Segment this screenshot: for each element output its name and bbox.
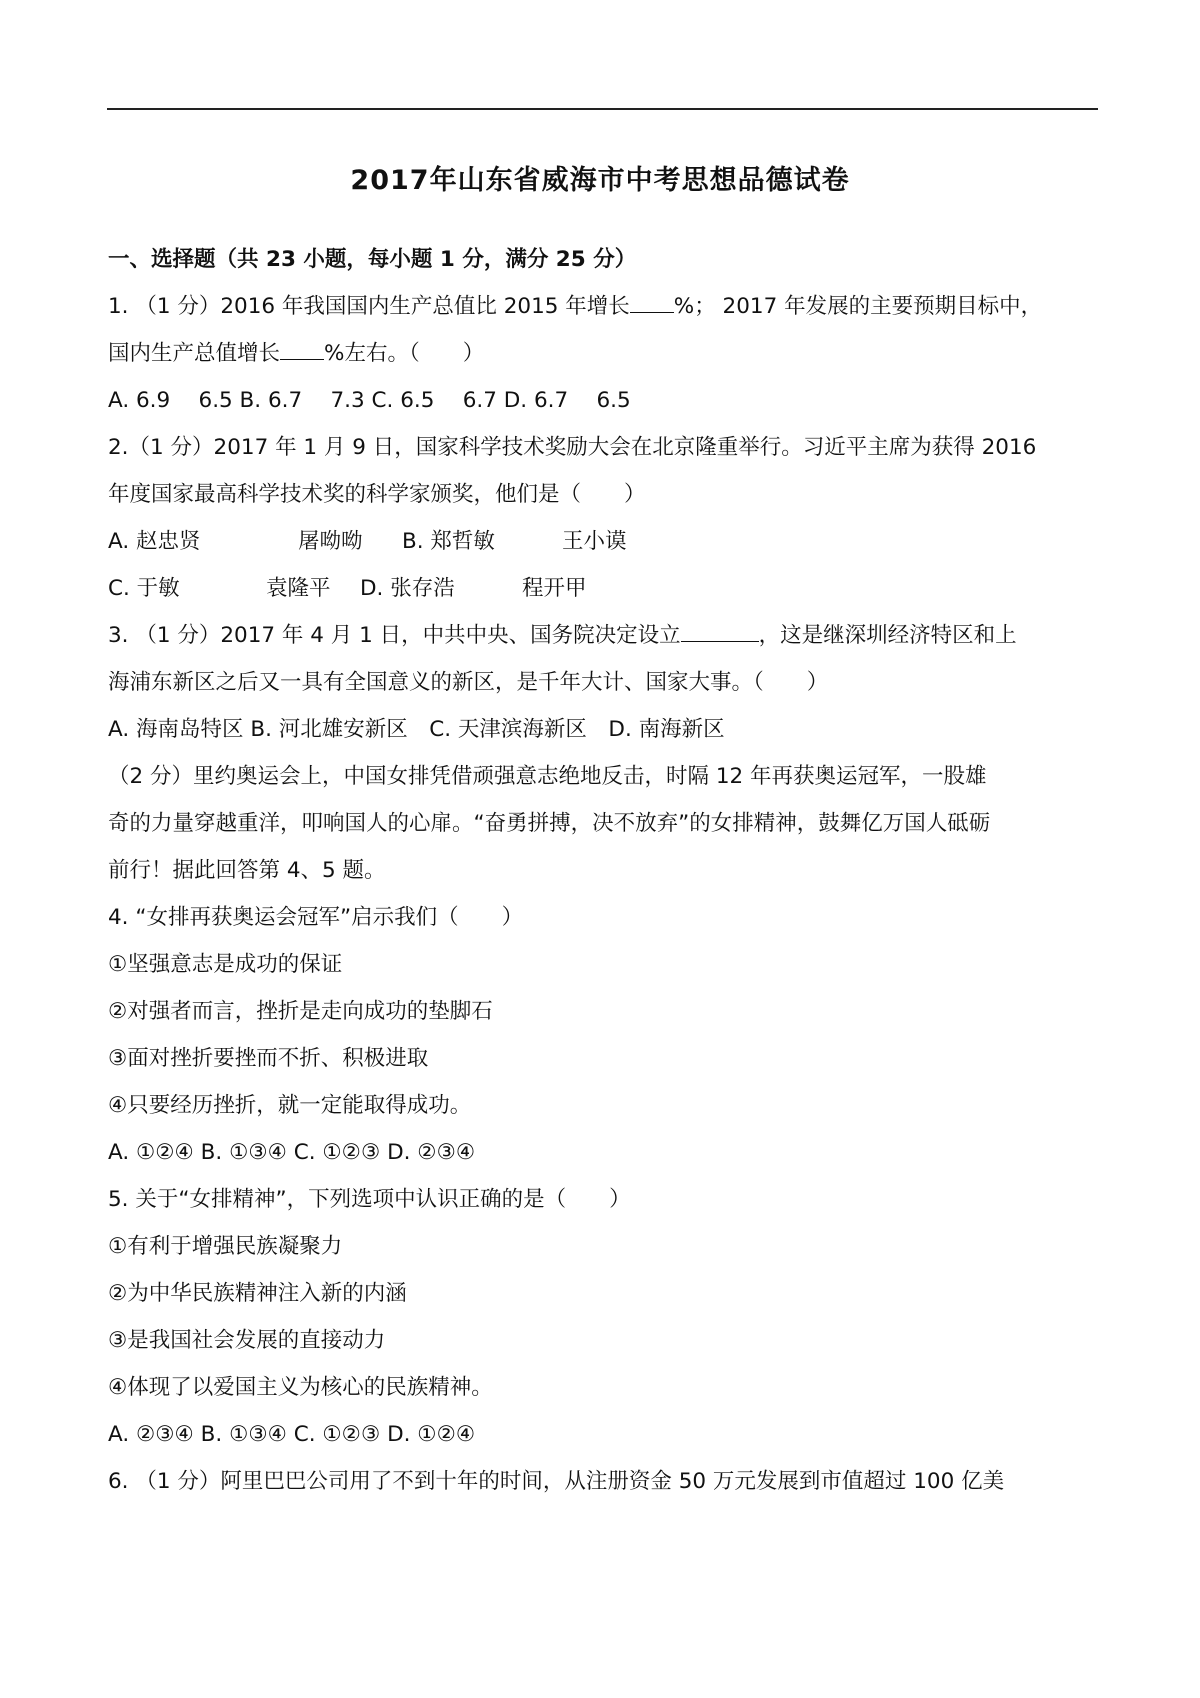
q4-options: A. ①②④ B. ①③④ C. ①②③ D. ②③④ [108,1140,476,1165]
section-heading: 一、选择题（共 23 小题，每小题 1 分，满分 25 分） [108,247,637,272]
answer-blank [280,337,324,360]
q4-item-2: ②对强者而言，挫折是走向成功的垫脚石 [108,999,493,1024]
answer-blank [681,619,759,642]
q4-item-4: ④只要经历挫折，就一定能取得成功。 [108,1093,472,1118]
q3-line-2: 海浦东新区之后又一具有全国意义的新区，是千年大计、国家大事。（ ） [108,670,829,695]
q5-options: A. ②③④ B. ①③④ C. ①②③ D. ①②④ [108,1422,476,1447]
exam-content [108,236,1098,1505]
q5-item-3: ③是我国社会发展的直接动力 [108,1328,386,1353]
q3-line-1: 3. （1 分）2017 年 4 月 1 日，中共中央、国务院决定设立 ，这是继深圳经济特区和上 [108,612,1098,659]
q1-options: A. 6.9 6.5 B. 6.7 7.3 C. 6.5 6.7 D. 6.7 6.5 [108,388,631,413]
passage-line-3: 前行！据此回答第 4、5 题。 [108,858,386,883]
passage-line-1: （2 分）里约奥运会上，中国女排凭借顽强意志绝地反击，时隔 12 年再获奥运冠军，一股雄 [108,764,987,789]
q2-options-ab: A. 赵忠贤 屠呦呦 B. 郑哲敏 王小谟 [108,529,627,554]
q5-item-2: ②为中华民族精神注入新的内涵 [108,1281,407,1306]
q2-line-1: 2.（1 分）2017 年 1 月 9 日，国家科学技术奖励大会在北京隆重举行。习近平主席为获得 2016 [108,435,1037,460]
q4-item-3: ③面对挫折要挫而不折、积极进取 [108,1046,429,1071]
q1-line-2: 国内生产总值增长 %左右。（ ） [108,330,1098,377]
header-rule [107,108,1098,110]
q2-options-cd: C. 于敏 袁隆平 D. 张存浩 程开甲 [108,576,587,601]
q5-item-1: ①有利于增强民族凝聚力 [108,1234,343,1259]
q5-stem: 5. 关于“女排精神”，下列选项中认识正确的是（ ） [108,1187,631,1212]
q1-line-1: 1. （1 分）2016 年我国国内生产总值比 2015 年增长 %； 2017 年发展的主要预期目标中， [108,283,1098,330]
q3-options: A. 海南岛特区 B. 河北雄安新区 C. 天津滨海新区 D. 南海新区 [108,717,725,742]
q4-item-1: ①坚强意志是成功的保证 [108,952,343,977]
q5-item-4: ④体现了以爱国主义为核心的民族精神。 [108,1375,493,1400]
passage-line-2: 奇的力量穿越重洋，叩响国人的心扉。“奋勇拼搏，决不放弃”的女排精神，鼓舞亿万国人砥砺 [108,811,991,836]
answer-blank [630,290,674,313]
q6-line-1: 6. （1 分）阿里巴巴公司用了不到十年的时间，从注册资金 50 万元发展到市值超过 100 亿美 [108,1469,1005,1494]
q2-line-2: 年度国家最高科学技术奖的科学家颁奖，他们是（ ） [108,482,646,507]
page-title: 2017年山东省威海市中考思想品德试卷 [350,165,850,196]
q4-stem: 4. “女排再获奥运会冠军”启示我们（ ） [108,905,524,930]
